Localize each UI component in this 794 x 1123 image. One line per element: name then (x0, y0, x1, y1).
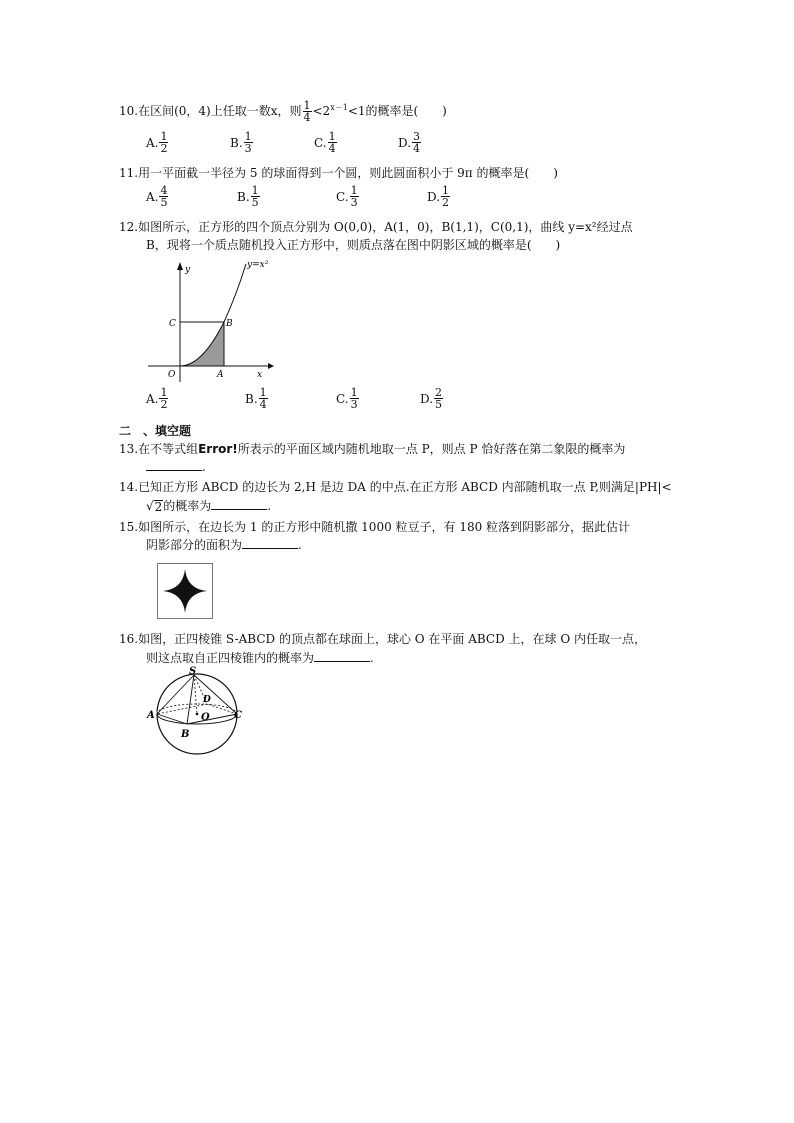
option-label: B. (230, 135, 243, 150)
y-axis-label: y (185, 265, 191, 275)
option-label: B. (245, 391, 258, 406)
option-c[interactable] (336, 185, 360, 208)
option-fraction (441, 185, 450, 208)
fraction-numerator: 1 (328, 130, 336, 143)
point-o-label: O (201, 712, 210, 723)
sqrt-symbol: √ 2 (146, 499, 163, 514)
fraction-numerator: 2 (435, 386, 443, 399)
fraction-denominator: 5 (251, 196, 259, 209)
fraction-numerator: 1 (160, 386, 168, 399)
q12-figure-parabola (140, 256, 280, 386)
q12-line-2: B，现将一个质点随机投入正方形中，则质点落在图中阴影区域的概率是( ) (146, 238, 561, 252)
option-label: A. (146, 391, 159, 406)
fraction-denominator: 2 (160, 142, 168, 155)
fraction-denominator: 3 (350, 196, 358, 209)
q14-end: . (267, 499, 272, 513)
option-fraction (412, 131, 421, 154)
q13-line-1 (119, 442, 625, 456)
fraction-numerator: 1 (350, 184, 358, 197)
x-axis-arrow-icon (268, 363, 274, 369)
q15-stem-text-2: 阴影部分的面积为 (146, 538, 243, 552)
option-fraction (350, 185, 359, 208)
q15-line-2 (146, 538, 302, 552)
option-fraction (328, 131, 337, 154)
fraction-numerator: 1 (160, 130, 168, 143)
q13-line-2 (146, 460, 206, 474)
option-a[interactable] (146, 387, 169, 410)
q16-stem-text-2: 则这点取自正四棱锥内的概率为 (146, 651, 315, 665)
q12-stem-text-1: 如图所示，正方形的四个顶点分别为 O(0,0)，A(1，0)，B(1,1)，C(0,1)，曲线 y=x²经过点 (138, 220, 633, 234)
curve-label: y=x² (247, 260, 269, 270)
q12-line-1 (119, 220, 633, 234)
fraction-numerator: 1 (251, 184, 259, 197)
point-c-label: C (234, 710, 242, 721)
q12-number: 12. (119, 220, 139, 234)
x-axis-label: x (257, 370, 263, 380)
q15-stem-text-1: 如图所示，在边长为 1 的正方形中随机撒 1000 粒豆子，有 180 粒落到阴影部分，据此估计 (138, 520, 631, 534)
fraction-denominator: 5 (160, 196, 168, 209)
fraction-denominator: 4 (413, 142, 421, 155)
point-o-label: O (168, 370, 176, 380)
option-fraction (259, 387, 268, 410)
q14-answer-blank[interactable] (211, 499, 267, 510)
q14-stem-text-2: 的概率为 (163, 499, 212, 513)
fraction-numerator: 1 (442, 184, 450, 197)
option-label: D. (398, 135, 412, 150)
point-s-label: S (189, 666, 197, 677)
fraction-numerator: 4 (160, 184, 168, 197)
q15-line-1 (119, 520, 630, 534)
option-label: C. (336, 391, 349, 406)
q14-line-1 (119, 480, 672, 494)
option-c[interactable] (336, 387, 360, 410)
option-fraction (159, 131, 168, 154)
q10-stem-fraction (303, 100, 312, 123)
q16-figure-sphere-pyramid (145, 665, 255, 757)
option-b[interactable] (237, 185, 261, 208)
fraction-numerator: 1 (303, 99, 311, 112)
option-c[interactable] (314, 131, 338, 154)
option-d[interactable] (427, 185, 451, 208)
fraction-denominator: 3 (244, 142, 252, 155)
q13-stem-text-a: 在不等式组 (138, 442, 199, 456)
fraction-denominator: 5 (435, 398, 443, 411)
option-label: D. (427, 189, 441, 204)
point-b-label: B (226, 319, 233, 329)
edge-so (194, 675, 197, 714)
section-heading-fill-in: 二 、填空题 (119, 424, 192, 438)
option-fraction (244, 131, 253, 154)
option-b[interactable] (230, 131, 254, 154)
option-label: D. (420, 391, 434, 406)
point-c-label: C (169, 319, 176, 329)
q10-stem-text-c: <1的概率是( ) (347, 104, 447, 118)
option-d[interactable] (398, 131, 422, 154)
q13-number: 13. (119, 442, 139, 456)
q13-end: . (202, 460, 206, 474)
shaded-region (180, 322, 224, 366)
fraction-numerator: 3 (413, 130, 421, 143)
option-label: A. (146, 135, 159, 150)
option-a[interactable] (146, 131, 169, 154)
q10-number: 10. (119, 104, 139, 118)
fraction-denominator: 2 (160, 398, 168, 411)
q13-answer-blank[interactable] (146, 460, 202, 471)
q16-line-2 (146, 651, 374, 665)
q10-exponent: x－1 (330, 103, 348, 112)
q16-line-1 (119, 632, 646, 646)
center-dot (196, 713, 199, 716)
option-label: C. (314, 135, 327, 150)
q15-end: . (298, 538, 302, 552)
fraction-numerator: 1 (244, 130, 252, 143)
fraction-denominator: 3 (350, 398, 358, 411)
edge-bc (187, 714, 237, 724)
fraction-denominator: 4 (303, 111, 311, 124)
point-d-label: D (203, 695, 211, 705)
edge-sb (187, 675, 194, 724)
q16-answer-blank[interactable] (314, 651, 370, 662)
q13-error-text: Error! (198, 442, 238, 456)
q15-figure-star-square (157, 563, 213, 619)
option-fraction (159, 185, 168, 208)
fraction-denominator: 2 (442, 196, 450, 209)
point-a-label: A (217, 370, 224, 380)
fraction-numerator: 1 (350, 386, 358, 399)
fraction-denominator: 4 (259, 398, 267, 411)
point-b-label: B (181, 729, 190, 740)
option-fraction (159, 387, 168, 410)
option-fraction (434, 387, 443, 410)
q14-line-2 (146, 499, 271, 513)
option-label: A. (146, 189, 159, 204)
q10-stem-text-b: <2 (312, 104, 331, 118)
point-a-label: A (147, 710, 155, 721)
q15-number: 15. (119, 520, 139, 534)
edge-sc (194, 675, 237, 714)
q11-stem-text: 用一平面截一半径为 5 的球面得到一个圆，则此圆面积小于 9π 的概率是( ) (138, 166, 558, 180)
option-b[interactable] (245, 387, 269, 410)
q16-end: . (370, 651, 374, 665)
q13-stem-text-b: 所表示的平面区域内随机地取一点 P，则点 P 恰好落在第二象限的概率为 (237, 442, 626, 456)
q14-number: 14. (119, 480, 139, 494)
q14-stem-text-1: 已知正方形 ABCD 的边长为 2,H 是边 DA 的中点.在正方形 ABCD 内部随机取一点 P,则满足|PH|< (138, 480, 672, 494)
option-d[interactable] (420, 387, 444, 410)
option-fraction (251, 185, 260, 208)
option-label: B. (237, 189, 250, 204)
option-label: C. (336, 189, 349, 204)
option-fraction (350, 387, 359, 410)
q10-stem-text-a: 在区间(0，4)上任取一数x，则 (138, 104, 302, 118)
q15-answer-blank[interactable] (242, 538, 298, 549)
option-a[interactable] (146, 185, 169, 208)
q11-number: 11. (119, 166, 139, 180)
fraction-numerator: 1 (259, 386, 267, 399)
fraction-denominator: 4 (328, 142, 336, 155)
q16-number: 16. (119, 632, 139, 646)
y-axis-arrow-icon (177, 262, 183, 270)
q11-stem (119, 166, 558, 180)
q10-stem (119, 100, 447, 123)
sqrt-radicand: 2 (154, 500, 163, 514)
q16-stem-text-1: 如图，正四棱锥 S-ABCD 的顶点都在球面上，球心 O 在平面 ABCD 上，在球 O 内任取一点， (138, 632, 647, 646)
